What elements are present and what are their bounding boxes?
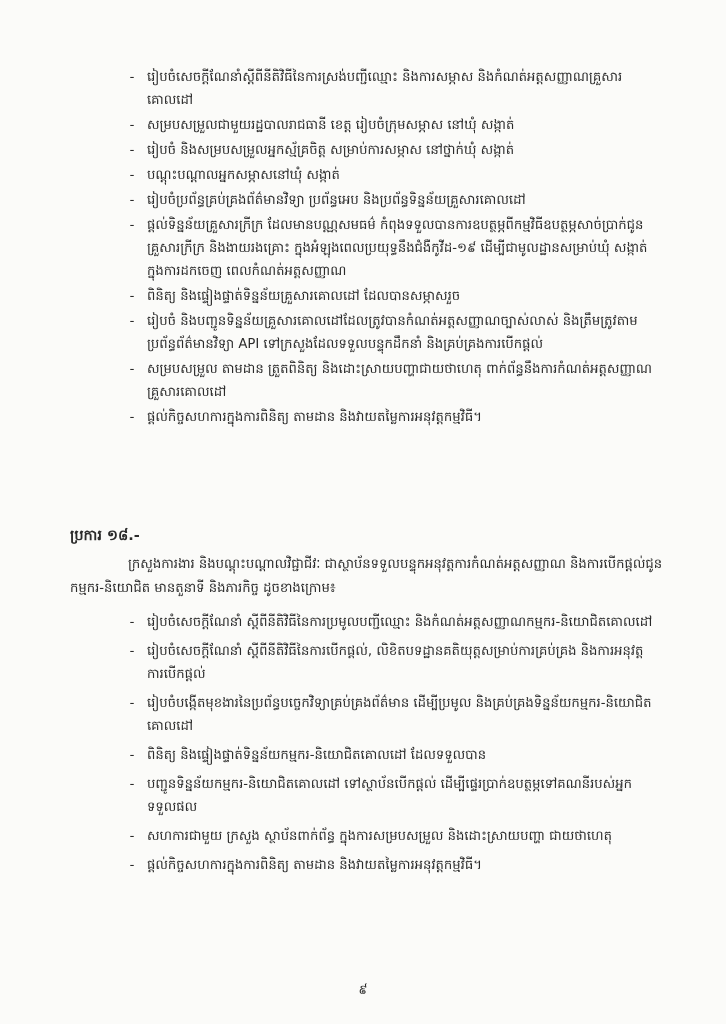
list-item xyxy=(125,744,665,767)
article-heading: ប្រការ ១៨.- xyxy=(70,528,140,544)
list-item-text: រៀបចំបង្កើតមុខងារនៃប្រព័ន្ធបច្ចេកវិទ្យាគ្រប់គ្រងព័ត៌មាន ដើម្បីប្រមូល និងគ្រប់គ្រងទិន្នន័យកម្មករ-និយោជិតគោលដៅ xyxy=(147,696,652,734)
list-item-text: ពិនិត្យ និងផ្ទៀងផ្ទាត់ទិន្នន័យកម្មករ-និយោជិតគោលដៅ ដែលទទួលបាន xyxy=(147,748,487,763)
list-item-text: ផ្តល់កិច្ចសហការក្នុងការពិនិត្យ តាមដាន និងវាយតម្លៃការអនុវត្តកម្មវិធី។ xyxy=(147,410,482,425)
article-intro-paragraph: ក្រសួងការងារ និងបណ្តុះបណ្តាលវិជ្ជាជីវៈ ជាស្ថាប័នទទួលបន្ទុកអនុវត្តការកំណត់អត្តសញ្ញាណ និងការបើកផ្តល់ជូនកម្មករ-និយោជិត មានតួនាទី និងភារកិច្ច ដូចខាងក្រោម៖ xyxy=(70,557,663,596)
list-item xyxy=(125,114,665,137)
bullet-dash: - xyxy=(129,696,135,711)
bullet-dash: - xyxy=(129,858,135,873)
list-item-text: រៀបចំ និងសម្របសម្រួលអ្នកស្ម័គ្រចិត្ត សម្រាប់ការសម្ភាស នៅថ្នាក់ឃុំ សង្កាត់ xyxy=(147,143,515,158)
list-item xyxy=(125,406,665,429)
list-item-text: ពិនិត្យ និងផ្ទៀងផ្ទាត់ទិន្នន័យគ្រួសារគោលដៅ ដែលបានសម្ភាសរួច xyxy=(147,289,461,304)
list-item xyxy=(125,164,665,187)
list-item xyxy=(125,854,665,877)
list-item-text: ផ្តល់កិច្ចសហការក្នុងការពិនិត្យ តាមដាន និងវាយតម្លៃការអនុវត្តកម្មវិធី។ xyxy=(147,858,482,873)
list-item xyxy=(125,310,665,356)
list-item-text: បណ្តុះបណ្តាលអ្នកសម្ភាសនៅឃុំ សង្កាត់ xyxy=(147,168,340,183)
bullet-dash: - xyxy=(129,748,135,763)
bullet-dash: - xyxy=(129,829,135,844)
list-item-text: សម្របសម្រួល តាមដាន ត្រួតពិនិត្យ និងដោះស្រាយបញ្ហាជាយថាហេតុ ពាក់ព័ន្ធនឹងការកំណត់អត្តសញ្ញាណគ្រួសារគោលដៅ xyxy=(147,362,652,400)
bullet-dash: - xyxy=(129,362,135,377)
list-item xyxy=(125,66,665,112)
list-item xyxy=(125,640,665,686)
responsibilities-list-1 xyxy=(125,66,665,431)
list-item xyxy=(125,611,665,634)
list-item xyxy=(125,214,665,283)
bullet-dash: - xyxy=(129,193,135,208)
bullet-dash: - xyxy=(129,644,135,659)
bullet-dash: - xyxy=(129,168,135,183)
page-number: ៩ xyxy=(358,983,368,998)
list-item-text: ផ្តល់ទិន្នន័យគ្រួសារក្រីក្រ ដែលមានបណ្ណសមធម៌ កំពុងទទួលបានការឧបត្ថម្ភពីកម្មវិធីឧបត្ថម្ភសាច់ប្រាក់ជូនគ្រួសារក្រីក្រ និងងាយរងគ្រោះ ក្នុងអំឡុងពេលប្រយុទ្ធនឹងជំងឺកូវីដ-១៩ ដើម្បីជាមូលដ្ឋានសម្រាប់ឃុំ សង្កាត់ ក្នុងការដកចេញ ពេលកំណត់អត្តសញ្ញាណ xyxy=(147,218,648,279)
list-item-text: បញ្ជូនទិន្នន័យកម្មករ-និយោជិតគោលដៅ ទៅស្ថាប័នបើកផ្តល់ ដើម្បីផ្ទេរប្រាក់ឧបត្ថម្ភទៅគណនីរបស់អ្នកទទួលផល xyxy=(147,777,632,815)
list-item xyxy=(125,189,665,212)
list-item xyxy=(125,692,665,738)
bullet-dash: - xyxy=(129,218,135,233)
list-item xyxy=(125,358,665,404)
bullet-dash: - xyxy=(129,118,135,133)
list-item-text: រៀបចំប្រព័ន្ធគ្រប់គ្រងព័ត៌មានវិទ្យា ប្រព័ន្ធអេប និងប្រព័ន្ធទិន្នន័យគ្រួសារគោលដៅ xyxy=(147,193,526,208)
list-item-text: រៀបចំសេចក្តីណែនាំ ស្តីពីនីតិវិធីនៃការបើកផ្តល់, លិខិតបទដ្ឋានគតិយុត្តសម្រាប់ការគ្រប់គ្រង និងការអនុវត្តការបើកផ្តល់ xyxy=(147,644,644,682)
list-item xyxy=(125,825,665,848)
bullet-dash: - xyxy=(129,289,135,304)
bullet-dash: - xyxy=(129,314,135,329)
bullet-dash: - xyxy=(129,777,135,792)
list-item-text: សម្របសម្រួលជាមួយរដ្ឋបាលរាជធានី ខេត្ត រៀបចំក្រុមសម្ភាស នៅឃុំ សង្កាត់ xyxy=(147,118,515,133)
list-item xyxy=(125,139,665,162)
list-item-text: រៀបចំសេចក្តីណែនាំស្តីពីនីតិវិធីនៃការស្រង់បញ្ជីឈ្មោះ និងការសម្ភាស និងកំណត់អត្តសញ្ញាណគ្រួសារគោលដៅ xyxy=(147,70,623,108)
list-item-text: សហការជាមួយ ក្រសួង ស្ថាប័នពាក់ព័ន្ធ ក្នុងការសម្របសម្រួល និងដោះស្រាយបញ្ហា ជាយថាហេតុ xyxy=(147,829,612,844)
bullet-dash: - xyxy=(129,70,135,85)
list-item-text: រៀបចំ និងបញ្ជូនទិន្នន័យគ្រួសារគោលដៅដែលត្រូវបានកំណត់អត្តសញ្ញាណច្បាស់លាស់ និងត្រឹមត្រូវតាមប្រព័ន្ធព័ត៌មានវិទ្យា API ទៅក្រសួងដែលទទួលបន្ទុកដឹកនាំ និងគ្រប់គ្រងការបើកផ្តល់ xyxy=(147,314,638,352)
list-item xyxy=(125,773,665,819)
bullet-dash: - xyxy=(129,143,135,158)
bullet-dash: - xyxy=(129,410,135,425)
list-item xyxy=(125,285,665,308)
list-item-text: រៀបចំសេចក្តីណែនាំ ស្តីពីនីតិវិធីនៃការប្រមូលបញ្ជីឈ្មោះ និងកំណត់អត្តសញ្ញាណកម្មករ-និយោជិតគោលដៅ xyxy=(147,615,653,630)
bullet-dash: - xyxy=(129,615,135,630)
responsibilities-list-2 xyxy=(125,611,665,883)
